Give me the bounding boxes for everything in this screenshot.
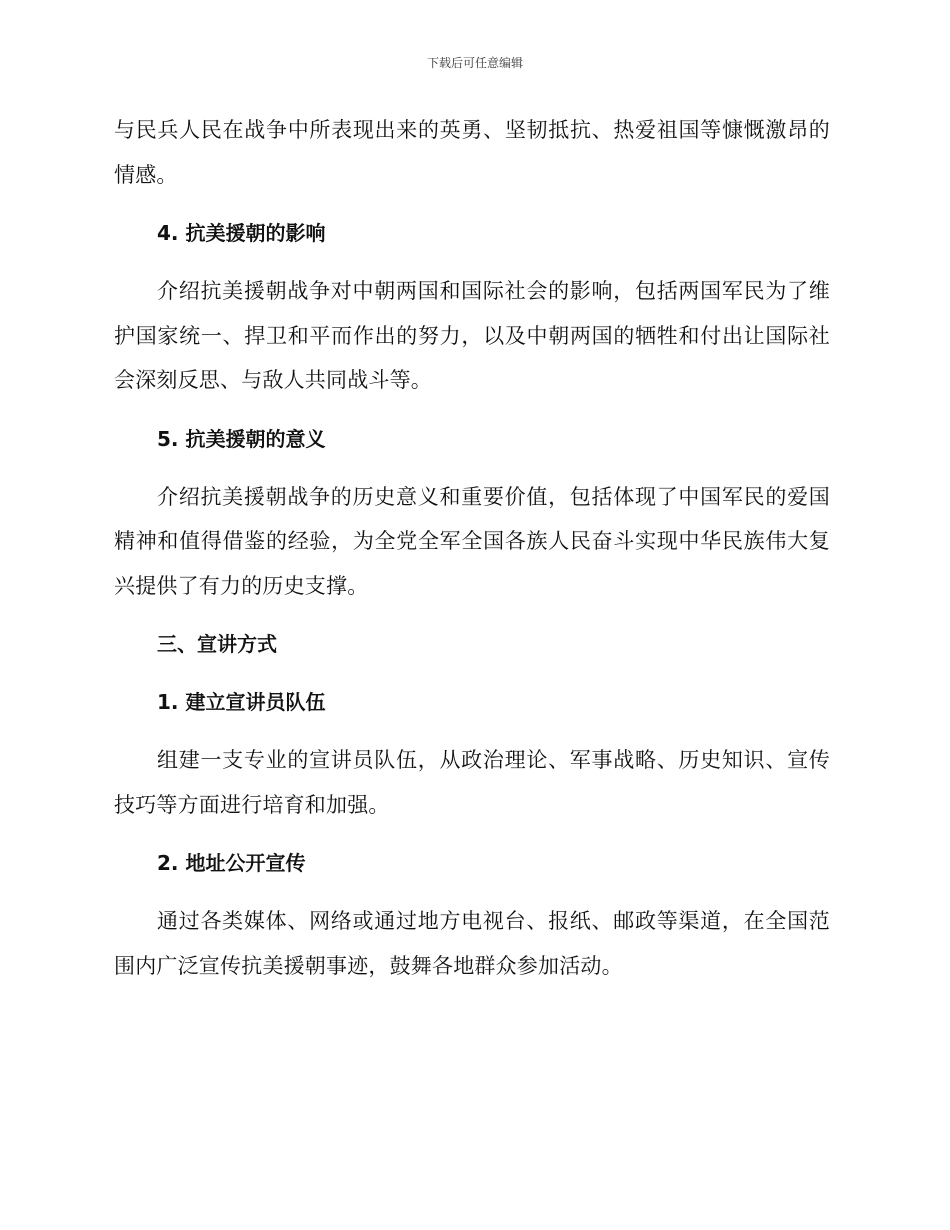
heading-section-three: 三、宣讲方式	[157, 632, 277, 656]
paragraph-public-promotion: 通过各类媒体、网络或通过地方电视台、报纸、邮政等渠道，在全国范围内广泛宣传抗美援朝事迹，鼓舞各地群众参加活动。	[114, 909, 830, 978]
paragraph-build-team: 组建一支专业的宣讲员队伍，从政治理论、军事战略、历史知识、宣传技巧等方面进行培育和加强。	[114, 748, 830, 817]
paragraph-continued: 与民兵人民在战争中所表现出来的英勇、坚韧抵抗、热爱祖国等慷慨激昂的情感。	[114, 118, 830, 187]
heading-public-promotion: 2. 地址公开宣传	[157, 851, 306, 875]
document-body	[114, 108, 830, 988]
paragraph-influence: 介绍抗美援朝战争对中朝两国和国际社会的影响，包括两国军民为了维护国家统一、捍卫和平而作出的努力，以及中朝两国的牺牲和付出让国际社会深刻反思、与敌人共同战斗等。	[114, 279, 830, 392]
heading-significance: 5. 抗美援朝的意义	[157, 426, 326, 451]
paragraph-significance: 介绍抗美援朝战争的历史意义和重要价值，包括体现了中国军民的爱国精神和值得借鉴的经验，为全党全军全国各族人民奋斗实现中华民族伟大复兴提供了有力的历史支撑。	[114, 484, 830, 598]
page-header: 下载后可任意编辑	[426, 56, 523, 70]
heading-influence: 4. 抗美援朝的影响	[157, 221, 326, 245]
heading-build-team: 1. 建立宣讲员队伍	[157, 690, 326, 714]
